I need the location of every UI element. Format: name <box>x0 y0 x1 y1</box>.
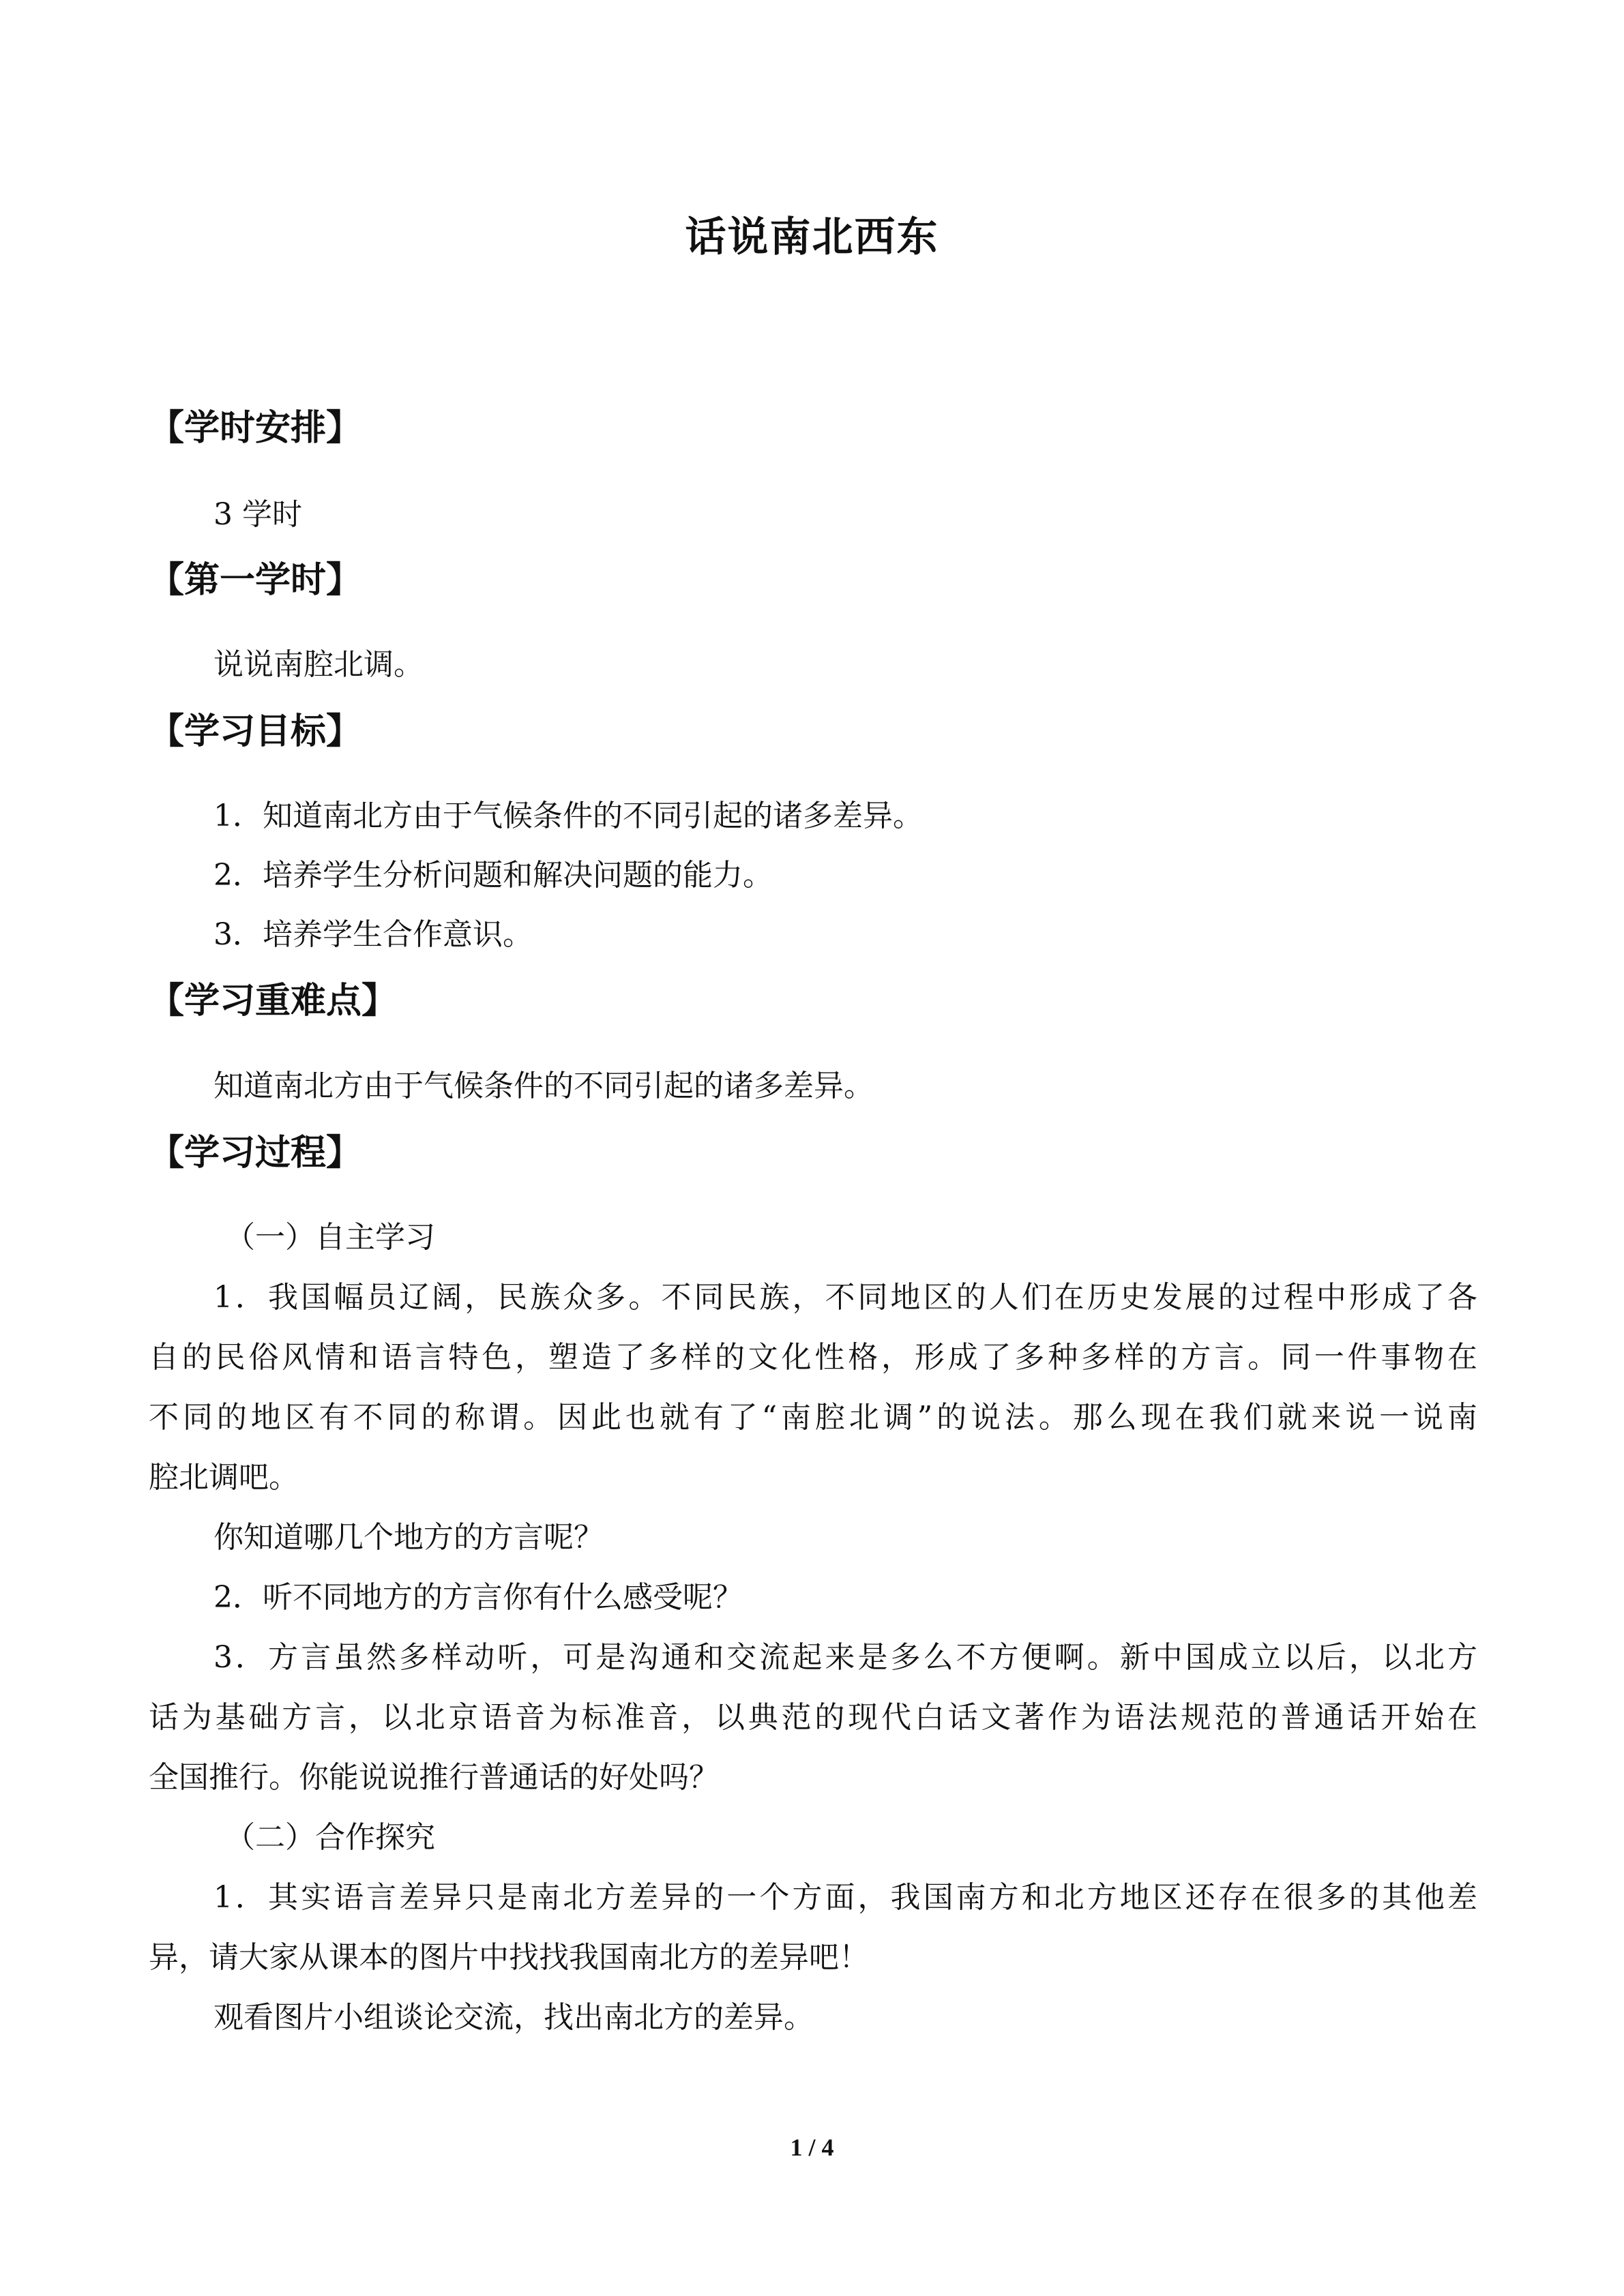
paragraph-line: 3．方言虽然多样动听，可是沟通和交流起来是多么不方便啊。新中国成立以后，以北方 <box>213 1640 1477 1675</box>
heading-process: 【学习过程】 <box>149 1133 362 1174</box>
part-two-title: （二）合作探究 <box>225 1820 435 1855</box>
question-text: 你知道哪几个地方的方言呢？ <box>213 1520 604 1555</box>
paragraph-line: 1．我国幅员辽阔，民族众多。不同民族，不同地区的人们在历史发展的过程中形成了各 <box>213 1280 1477 1315</box>
paragraph-line: 1．其实语言差异只是南北方差异的一个方面，我国南方和北方地区还存在很多的其他差 <box>213 1880 1477 1915</box>
goal-item: 1．知道南北方由于气候条件的不同引起的诸多差异。 <box>213 799 923 833</box>
first-period-text: 说说南腔北调。 <box>213 647 424 682</box>
paragraph-line: 腔北调吧。 <box>149 1460 299 1495</box>
paragraph-line: 自的民俗风情和语言特色，塑造了多样的文化性格，形成了多种多样的方言。同一件事物在 <box>149 1340 1477 1375</box>
paragraph-line: 不同的地区有不同的称谓。因此也就有了“南腔北调”的说法。那么现在我们就来说一说南 <box>149 1400 1477 1435</box>
page-number: 1 / 4 <box>790 2134 834 2161</box>
heading-schedule: 【学时安排】 <box>149 408 362 449</box>
part-one-title: （一）自主学习 <box>225 1220 435 1255</box>
heading-first-period: 【第一学时】 <box>149 560 362 601</box>
heading-key-points: 【学习重难点】 <box>149 981 398 1022</box>
goal-item: 2．培养学生分析问题和解决问题的能力。 <box>213 858 773 893</box>
question-text: 观看图片小组谈论交流，找出南北方的差异。 <box>213 2000 814 2035</box>
heading-goals: 【学习目标】 <box>149 711 362 752</box>
paragraph-line: 异，请大家从课本的图片中找找我国南北方的差异吧！ <box>149 1940 869 1975</box>
goal-item: 3．培养学生合作意识。 <box>213 917 533 952</box>
paragraph-line: 话为基础方言，以北京语音为标准音，以典范的现代白话文著作为语法规范的普通话开始在 <box>149 1700 1477 1735</box>
paragraph-line: 全国推行。你能说说推行普通话的好处吗？ <box>149 1760 719 1795</box>
key-points-text: 知道南北方由于气候条件的不同引起的诸多差异。 <box>213 1069 874 1103</box>
document-title: 话说南北西东 <box>685 213 939 261</box>
schedule-text: 3 学时 <box>213 497 302 532</box>
paragraph-line: 2．听不同地方的方言你有什么感受呢？ <box>213 1580 743 1615</box>
